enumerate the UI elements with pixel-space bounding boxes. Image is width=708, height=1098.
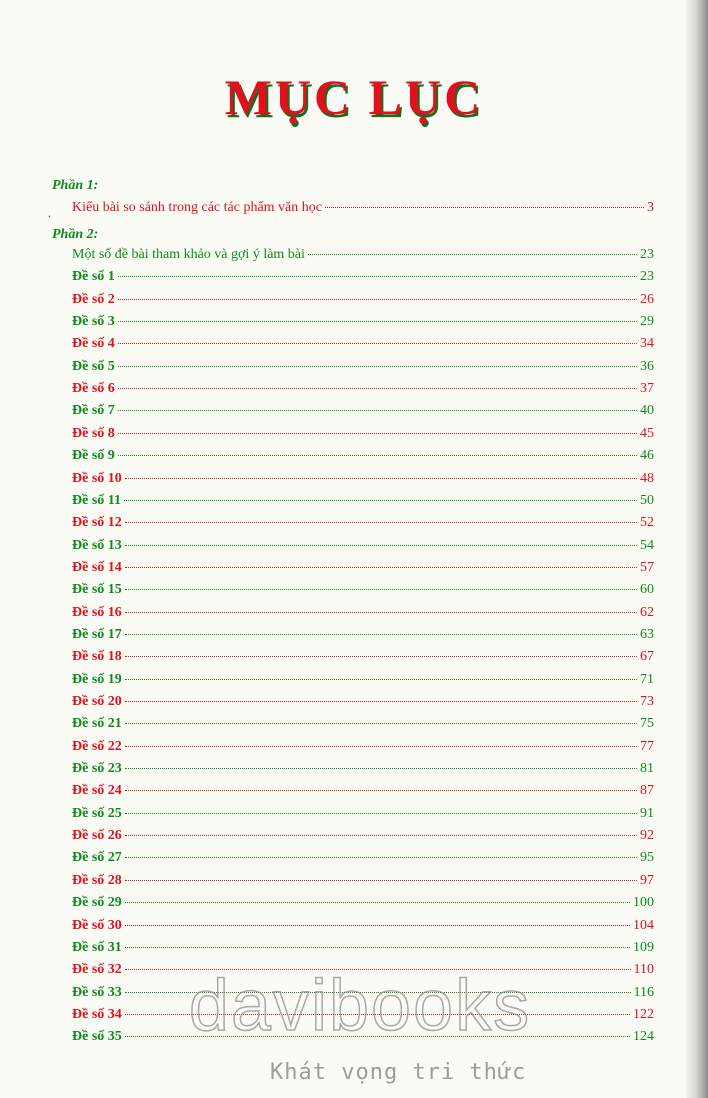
dot-leader [125,612,637,613]
toc-entry-label: Đề số 5 [72,358,115,374]
toc-entry [72,336,654,358]
dot-leader [125,522,637,523]
dot-leader [308,254,637,255]
toc-entry [72,940,654,962]
toc-entry-page-number: 122 [633,1006,654,1022]
dot-leader [125,589,637,590]
toc-entry [72,716,654,738]
toc-entry [72,918,654,940]
toc-entry-label: Đề số 24 [72,783,122,799]
toc-entry-page-number: 37 [640,381,654,397]
dot-leader [125,880,637,881]
dot-leader [118,321,637,322]
dot-leader [125,478,637,479]
toc-entry-page-number: 109 [633,939,654,955]
toc-entry-label: Đề số 9 [72,448,115,464]
toc-entry [72,200,654,222]
dot-leader [118,433,637,434]
toc-entry-page-number: 95 [640,850,654,866]
part-1-heading: Phần 1: [52,178,99,193]
toc-entry-label: Đề số 35 [72,1029,122,1045]
toc-entry-page-number: 71 [640,671,654,687]
dot-leader [125,634,637,635]
part-2-heading: Phần 2: [52,227,99,242]
toc-entry [72,873,654,895]
dot-leader [125,813,637,814]
toc-entry-label: Đề số 6 [72,381,115,397]
toc-entry [72,605,654,627]
toc-entry-label: Đề số 10 [72,470,122,486]
toc-entry-page-number: 57 [640,559,654,575]
toc-entry-page-number: 124 [633,1029,654,1045]
toc-entry-label: Đề số 25 [72,805,122,821]
toc-entry [72,828,654,850]
toc-entry-page-number: 23 [640,269,654,285]
toc-entry-page-number: 26 [640,291,654,307]
toc-entry-page-number: 104 [633,917,654,933]
toc-entry-page-number: 97 [640,872,654,888]
dot-leader [125,790,637,791]
toc-entry [72,806,654,828]
dot-leader [118,410,637,411]
dot-leader [125,679,637,680]
toc-entry [72,582,654,604]
toc-entry [72,314,654,336]
toc-entry-label: Kiểu bài so sánh trong các tác phẩm văn học [72,200,322,215]
dot-leader [125,545,637,546]
dot-leader [125,857,637,858]
toc-entry-label: Đề số 7 [72,403,115,419]
dot-leader [118,299,637,300]
toc-entry-label: Đề số 13 [72,537,122,553]
toc-entry-page-number: 45 [640,425,654,441]
toc-entry [72,560,654,582]
page-title: MỤC LỤC [224,69,484,125]
toc-entry-label: Một số đề bài tham khảo và gợi ý làm bài [72,247,305,262]
toc-entry [72,895,654,917]
toc-entry-page-number: 29 [640,314,654,330]
dot-leader [125,925,630,926]
bullet-dot: . [48,206,51,220]
toc-entry-label: Đề số 28 [72,872,122,888]
toc-entry-page-number: 50 [640,492,654,508]
watermark-brand: davibooks [188,966,532,1046]
toc-entry-label: Đề số 29 [72,895,122,911]
toc-entry [72,493,654,515]
toc-entry [72,269,654,291]
toc-entry-page-number: 62 [640,604,654,620]
toc-entry-label: Đề số 12 [72,515,122,531]
toc-entry-label: Đề số 2 [72,291,115,307]
toc-entry-label: Đề số 14 [72,559,122,575]
dot-leader [125,701,637,702]
toc-entry-label: Đề số 27 [72,850,122,866]
toc-entry-page-number: 91 [640,805,654,821]
toc-entry [72,694,654,716]
toc-entry-label: Đề số 18 [72,649,122,665]
toc-entry [72,538,654,560]
dot-leader [118,276,637,277]
toc-entry-label: Đề số 4 [72,336,115,352]
toc-entry-label: Đề số 32 [72,962,122,978]
toc-entry [72,292,654,314]
dot-leader [125,835,637,836]
toc-entry-page-number: 73 [640,694,654,709]
toc-entry [72,649,654,671]
dot-leader [125,746,637,747]
toc-entry-label: Đề số 17 [72,626,122,642]
toc-entry-page-number: 36 [640,358,654,374]
dot-leader [125,567,637,568]
dot-leader [125,947,630,948]
toc-entry-page-number: 110 [633,962,654,978]
toc-entry-page-number: 46 [640,448,654,464]
toc-entry-label: Đề số 33 [72,984,122,1000]
dot-leader [125,902,630,903]
toc-entry-page-number: 34 [640,336,654,352]
dot-leader [125,768,637,769]
toc-entry [72,761,654,783]
toc-entry [72,359,654,381]
toc-entry-page-number: 67 [640,649,654,665]
toc-entry-label: Đề số 3 [72,314,115,330]
toc-entry-page-number: 81 [640,761,654,777]
toc-entry-label: Đề số 34 [72,1006,122,1022]
toc-entry-label: Đề số 30 [72,917,122,933]
toc-entry-page-number: 100 [633,895,654,911]
dot-leader [118,455,637,456]
toc-entry [72,739,654,761]
toc-entry [72,471,654,493]
toc-entry [72,426,654,448]
toc-entry-label: Đề số 8 [72,425,115,441]
toc-entry [72,448,654,470]
toc-entry-label: Đề số 21 [72,716,122,732]
toc-entry-label: Đề số 15 [72,582,122,598]
toc-entry [72,381,654,403]
toc-entry-label: Đề số 31 [72,939,122,955]
toc-entry [72,850,654,872]
dot-leader [118,343,637,344]
dot-leader [124,500,637,501]
toc-entry [72,783,654,805]
toc-entry-page-number: 77 [640,738,654,754]
toc-entry-page-number: 23 [640,247,654,262]
toc-entry-page-number: 3 [647,200,654,215]
toc-entry [72,515,654,537]
toc-entry-page-number: 87 [640,783,654,799]
toc-entry-label: Đề số 11 [72,492,121,508]
toc-entry-page-number: 52 [640,515,654,531]
toc-entry-label: Đề số 16 [72,604,122,620]
toc-entry [72,403,654,425]
toc-entry [72,627,654,649]
toc-entry-label: Đề số 19 [72,671,122,687]
dot-leader [118,366,637,367]
dot-leader [325,207,644,208]
watermark-tagline: Khát vọng tri thức [270,1060,527,1085]
toc-entry-label: Đề số 1 [72,269,115,285]
toc-entry-page-number: 75 [640,716,654,732]
toc-entry-label: Đề số 23 [72,761,122,777]
toc-entry [72,247,654,269]
toc-entry-page-number: 40 [640,403,654,419]
toc-entry-page-number: 54 [640,537,654,553]
toc-entry-page-number: 116 [633,984,654,1000]
toc-entry-page-number: 60 [640,582,654,598]
toc-entry-label: Đề số 22 [72,738,122,754]
dot-leader [125,723,637,724]
dot-leader [125,656,637,657]
dot-leader [118,388,637,389]
toc-entry-page-number: 63 [640,626,654,642]
toc-entry-label: Đề số 26 [72,828,122,844]
toc-entry-page-number: 92 [640,828,654,844]
toc-entry-page-number: 48 [640,470,654,486]
toc-entry [72,672,654,694]
toc-entry-label: Đề số 20 [72,694,122,709]
